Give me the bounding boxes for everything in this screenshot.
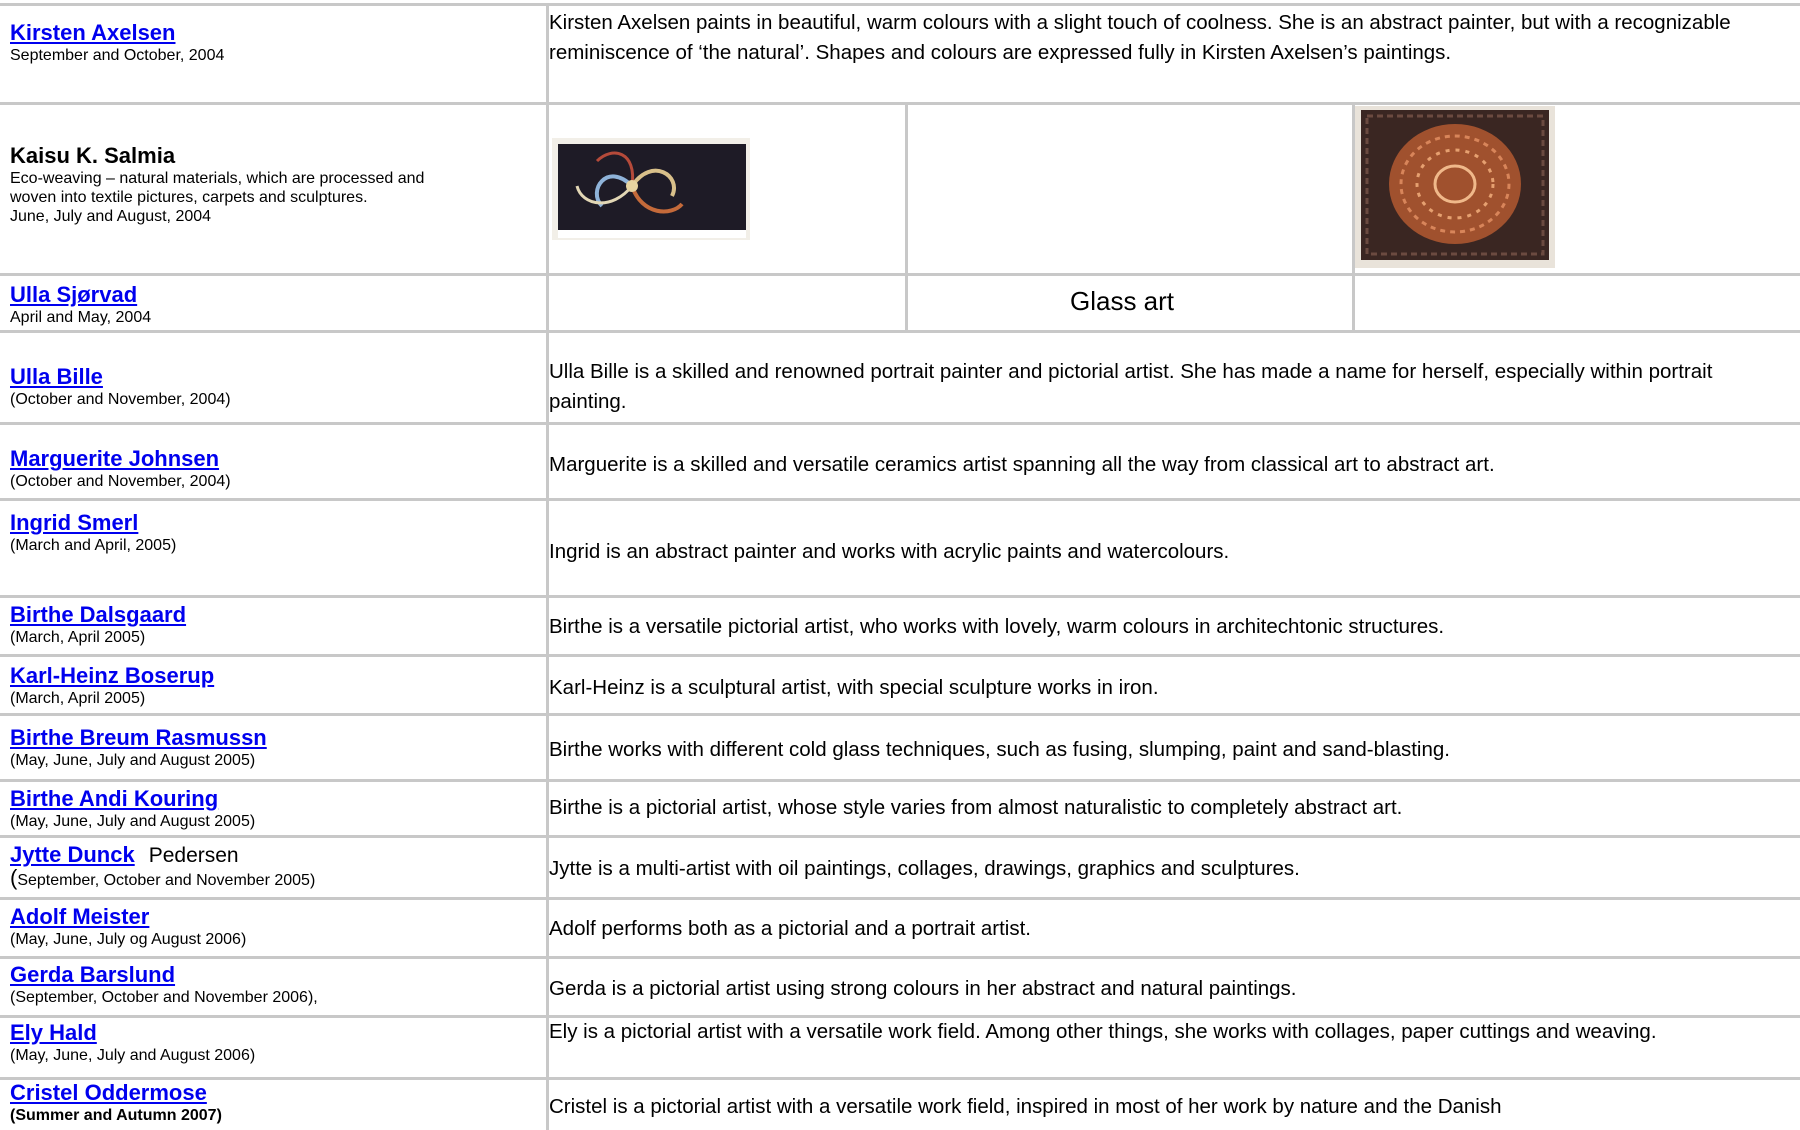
artist-link[interactable]: Kirsten Axelsen xyxy=(10,20,176,45)
artist-link[interactable]: Jytte Dunck xyxy=(10,842,135,867)
row-divider xyxy=(0,498,1800,501)
row-divider xyxy=(0,713,1800,716)
row-divider xyxy=(0,273,1800,276)
row-divider xyxy=(0,835,1800,838)
artist-description: Ingrid is an abstract painter and works with acrylic paints and watercolours. xyxy=(549,540,1230,563)
artist-cell xyxy=(10,364,231,409)
exhibition-date: (May, June, July og August 2006) xyxy=(10,931,247,948)
artist-description: Adolf performs both as a pictorial and a portrait artist. xyxy=(549,917,1031,940)
artist-description: Marguerite is a skilled and versatile ceramics artist spanning all the way from classical art to abstract art. xyxy=(549,453,1495,476)
artist-cell xyxy=(10,20,224,65)
exhibition-date: (May, June, July and August 2005) xyxy=(10,752,256,769)
row-divider xyxy=(0,779,1800,782)
artist-cell xyxy=(10,282,151,327)
row-divider xyxy=(0,897,1800,900)
artist-link[interactable]: Birthe Andi Kouring xyxy=(10,786,219,811)
artist-link[interactable]: Gerda Barslund xyxy=(10,962,176,987)
exhibition-date: June, July and August, 2004 xyxy=(10,208,212,225)
exhibition-date: (March, April 2005) xyxy=(10,690,146,707)
woven-carpet-icon xyxy=(1355,106,1555,268)
exhibition-date: (October and November, 2004) xyxy=(10,473,231,490)
table-border-top xyxy=(0,3,1800,6)
artist-subtitle: woven into textile pictures, carpets and sculptures. xyxy=(10,189,368,206)
row-divider xyxy=(0,654,1800,657)
artist-link[interactable]: Ely Hald xyxy=(10,1020,97,1045)
artist-link[interactable]: Birthe Dalsgaard xyxy=(10,602,187,627)
exhibition-date: (October and November, 2004) xyxy=(10,391,231,408)
exhibition-date: (Summer and Autumn 2007) xyxy=(10,1107,222,1124)
exhibition-date: April and May, 2004 xyxy=(10,309,152,326)
column-divider xyxy=(905,102,908,333)
artist-description: Ely is a pictorial artist with a versatile work field. Among other things, she works with collages, paper cuttings and weaving. xyxy=(549,1020,1657,1043)
artist-description: Jytte is a multi-artist with oil paintings, collages, drawings, graphics and sculptures. xyxy=(549,857,1300,880)
artist-description: Ulla Bille is a skilled and renowned portrait painter and pictorial artist. She has made a name for herself, especially within portrait painting. xyxy=(549,360,1713,413)
artist-subtitle: Eco-weaving – natural materials, which are processed and xyxy=(10,170,425,187)
artist-cell xyxy=(10,904,246,949)
artist-link[interactable]: Ulla Bille xyxy=(10,364,103,389)
artist-cell xyxy=(10,786,255,831)
artist-link[interactable]: Birthe Breum Rasmussn xyxy=(10,725,267,750)
artist-cell xyxy=(10,663,214,708)
exhibition-date: (March and April, 2005) xyxy=(10,537,177,554)
artist-cell xyxy=(10,602,186,647)
artist-cell xyxy=(10,143,424,226)
row-divider xyxy=(0,595,1800,598)
glass-art-label: Glass art xyxy=(1070,286,1175,316)
artist-description: Birthe is a versatile pictorial artist, who works with lovely, warm colours in architechtonic structures. xyxy=(549,615,1445,638)
artist-cell xyxy=(10,446,231,491)
artist-cell xyxy=(10,725,267,770)
artist-description: Gerda is a pictorial artist using strong colours in her abstract and natural paintings. xyxy=(549,977,1297,1000)
artist-cell xyxy=(10,962,318,1007)
artist-link[interactable]: Adolf Meister xyxy=(10,904,150,929)
row-divider xyxy=(0,330,1800,333)
artist-description: Birthe works with different cold glass techniques, such as fusing, slumping, paint and sand-blasting. xyxy=(549,738,1450,761)
artist-cell xyxy=(10,1080,222,1125)
artist-link[interactable]: Ingrid Smerl xyxy=(10,510,139,535)
artist-description: Cristel is a pictorial artist with a versatile work field, inspired in most of her work by nature and the Danish xyxy=(549,1095,1502,1118)
exhibition-date: September and October, 2004 xyxy=(10,47,225,64)
artist-cell xyxy=(10,1020,255,1065)
row-divider xyxy=(0,956,1800,959)
artist-cell xyxy=(10,510,176,555)
date-paren: ( xyxy=(10,865,18,890)
artist-link[interactable]: Karl-Heinz Boserup xyxy=(10,663,215,688)
exhibition-date: September, October and November 2005) xyxy=(17,872,316,889)
artist-description: Karl-Heinz is a sculptural artist, with special sculpture works in iron. xyxy=(549,676,1159,699)
exhibition-date: (May, June, July and August 2005) xyxy=(10,813,256,830)
artist-link[interactable]: Cristel Oddermose xyxy=(10,1080,207,1105)
woven-textile-picture-icon xyxy=(552,138,750,240)
artist-cell xyxy=(10,842,315,890)
artist-name: Kaisu K. Salmia xyxy=(10,143,176,168)
artist-description: Birthe is a pictorial artist, whose style varies from almost naturalistic to completely abstract art. xyxy=(549,796,1403,819)
artist-description: Kirsten Axelsen paints in beautiful, warm colours with a slight touch of coolness. She is an abstract painter, but with a recognizable reminiscence of ‘the natural’. Shapes and colours are expressed fully in Kirsten Axelsen’s paintings. xyxy=(549,11,1731,64)
exhibition-date: (March, April 2005) xyxy=(10,629,146,646)
exhibition-date: (September, October and November 2006), xyxy=(10,989,318,1006)
row-divider xyxy=(0,102,1800,105)
artist-link[interactable]: Marguerite Johnsen xyxy=(10,446,220,471)
exhibition-date: (May, June, July and August 2006) xyxy=(10,1047,256,1064)
artist-link[interactable]: Ulla Sjørvad xyxy=(10,282,138,307)
row-divider xyxy=(0,422,1800,425)
artist-surname: Pedersen xyxy=(148,844,239,867)
row-divider xyxy=(0,1077,1800,1080)
